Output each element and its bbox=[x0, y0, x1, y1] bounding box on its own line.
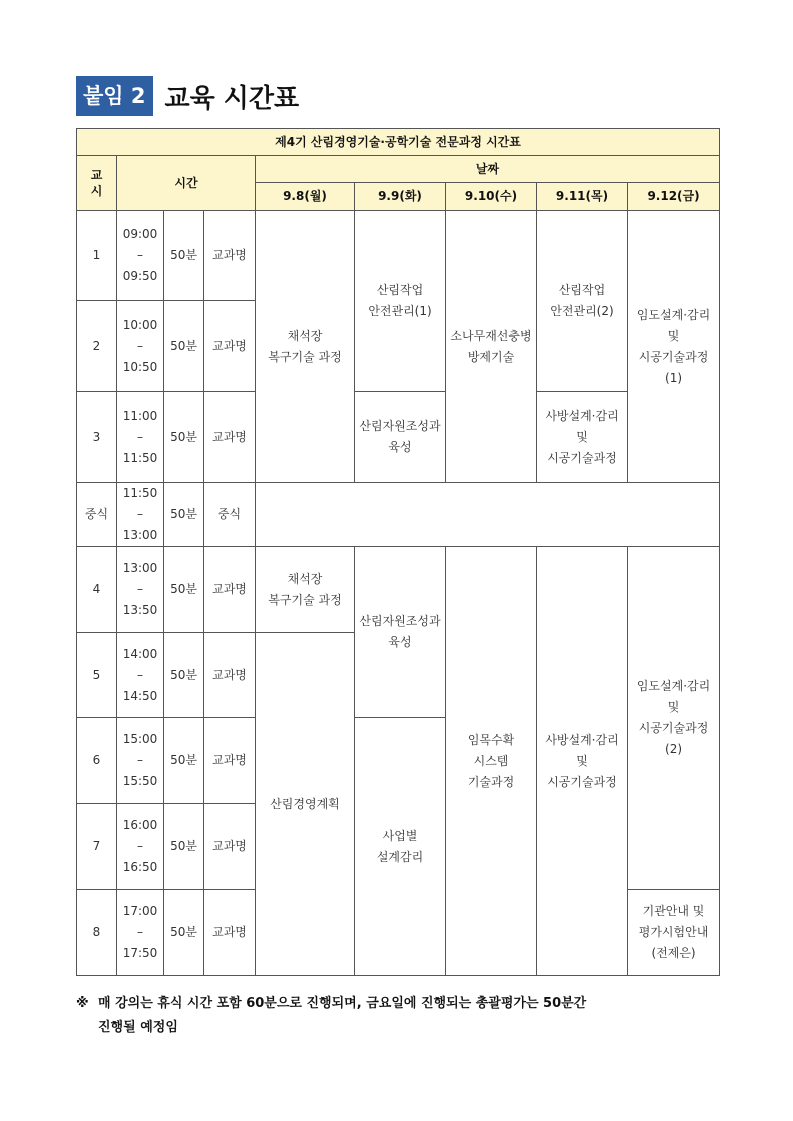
schedule-table bbox=[76, 128, 720, 976]
period-type: 교과명 bbox=[204, 633, 256, 718]
period-time: 14:00 – 14:50 bbox=[117, 633, 164, 718]
course-tue-p12: 산림작업 안전관리(1) bbox=[355, 211, 446, 392]
note-symbol: ※ bbox=[76, 996, 89, 1011]
period-type: 교과명 bbox=[204, 804, 256, 890]
period-label: 1 bbox=[77, 211, 117, 301]
page-title: 교육 시간표 bbox=[164, 83, 300, 114]
course-thu-p12: 산림작업 안전관리(2) bbox=[537, 211, 628, 392]
course-mon-p4: 채석장 복구기술 과정 bbox=[256, 547, 355, 633]
day-header-wed: 9.10(수) bbox=[446, 183, 537, 211]
course-fri-am: 임도설계·감리 및 시공기술과정 (1) bbox=[628, 211, 720, 483]
day-header-tue: 9.9(화) bbox=[355, 183, 446, 211]
course-thu-pm: 사방설계·감리 및 시공기술과정 bbox=[537, 547, 628, 976]
period-duration: 50분 bbox=[164, 890, 204, 976]
period-type: 교과명 bbox=[204, 547, 256, 633]
note-line-1: 매 강의는 휴식 시간 포함 60분으로 진행되며, 금요일에 진행되는 총괄평가는 50분간 bbox=[98, 996, 587, 1011]
course-fri-pm: 임도설계·감리 및 시공기술과정 (2) bbox=[628, 547, 720, 890]
page-heading bbox=[76, 76, 299, 116]
period-type: 중식 bbox=[204, 483, 256, 547]
col-header-date: 날짜 bbox=[256, 156, 720, 183]
period-duration: 50분 bbox=[164, 718, 204, 804]
period-time: 10:00 – 10:50 bbox=[117, 301, 164, 392]
course-wed-am: 소나무재선충병 방제기술 bbox=[446, 211, 537, 483]
course-mon-pm: 산림경영계획 bbox=[256, 633, 355, 976]
period-duration: 50분 bbox=[164, 483, 204, 547]
period-time: 16:00 – 16:50 bbox=[117, 804, 164, 890]
period-time: 15:00 – 15:50 bbox=[117, 718, 164, 804]
period-label: 중식 bbox=[77, 483, 117, 547]
course-tue-p45: 산림자원조성과 육성 bbox=[355, 547, 446, 718]
course-wed-pm: 임목수확 시스템 기술과정 bbox=[446, 547, 537, 976]
period-time: 13:00 – 13:50 bbox=[117, 547, 164, 633]
period-type: 교과명 bbox=[204, 718, 256, 804]
day-header-mon: 9.8(월) bbox=[256, 183, 355, 211]
col-header-period: 교 시 bbox=[77, 156, 117, 211]
course-tue-p68: 사업별 설계감리 bbox=[355, 718, 446, 976]
period-type: 교과명 bbox=[204, 211, 256, 301]
period-time: 11:00 – 11:50 bbox=[117, 392, 164, 483]
period-label: 6 bbox=[77, 718, 117, 804]
period-duration: 50분 bbox=[164, 547, 204, 633]
period-label: 8 bbox=[77, 890, 117, 976]
footnote bbox=[76, 992, 721, 1040]
period-duration: 50분 bbox=[164, 804, 204, 890]
day-header-thu: 9.11(목) bbox=[537, 183, 628, 211]
course-mon-am: 채석장 복구기술 과정 bbox=[256, 211, 355, 483]
course-fri-p8: 기관안내 및 평가시험안내 (전제은) bbox=[628, 890, 720, 976]
period-type: 교과명 bbox=[204, 301, 256, 392]
period-time: 11:50 – 13:00 bbox=[117, 483, 164, 547]
period-time: 09:00 – 09:50 bbox=[117, 211, 164, 301]
lunch-break-cell bbox=[256, 483, 720, 547]
course-thu-p3: 사방설계·감리 및 시공기술과정 bbox=[537, 392, 628, 483]
period-time: 17:00 – 17:50 bbox=[117, 890, 164, 976]
period-duration: 50분 bbox=[164, 301, 204, 392]
period-label: 3 bbox=[77, 392, 117, 483]
col-header-time: 시간 bbox=[117, 156, 256, 211]
period-duration: 50분 bbox=[164, 392, 204, 483]
course-tue-p3: 산림자원조성과 육성 bbox=[355, 392, 446, 483]
period-label: 2 bbox=[77, 301, 117, 392]
period-label: 7 bbox=[77, 804, 117, 890]
period-type: 교과명 bbox=[204, 392, 256, 483]
period-duration: 50분 bbox=[164, 633, 204, 718]
table-title: 제4기 산림경영기술·공학기술 전문과정 시간표 bbox=[77, 129, 720, 156]
attachment-badge: 붙임 2 bbox=[76, 76, 153, 116]
day-header-fri: 9.12(금) bbox=[628, 183, 720, 211]
period-type: 교과명 bbox=[204, 890, 256, 976]
period-label: 4 bbox=[77, 547, 117, 633]
period-duration: 50분 bbox=[164, 211, 204, 301]
note-line-2: 진행될 예정임 bbox=[98, 1020, 178, 1035]
period-label: 5 bbox=[77, 633, 117, 718]
